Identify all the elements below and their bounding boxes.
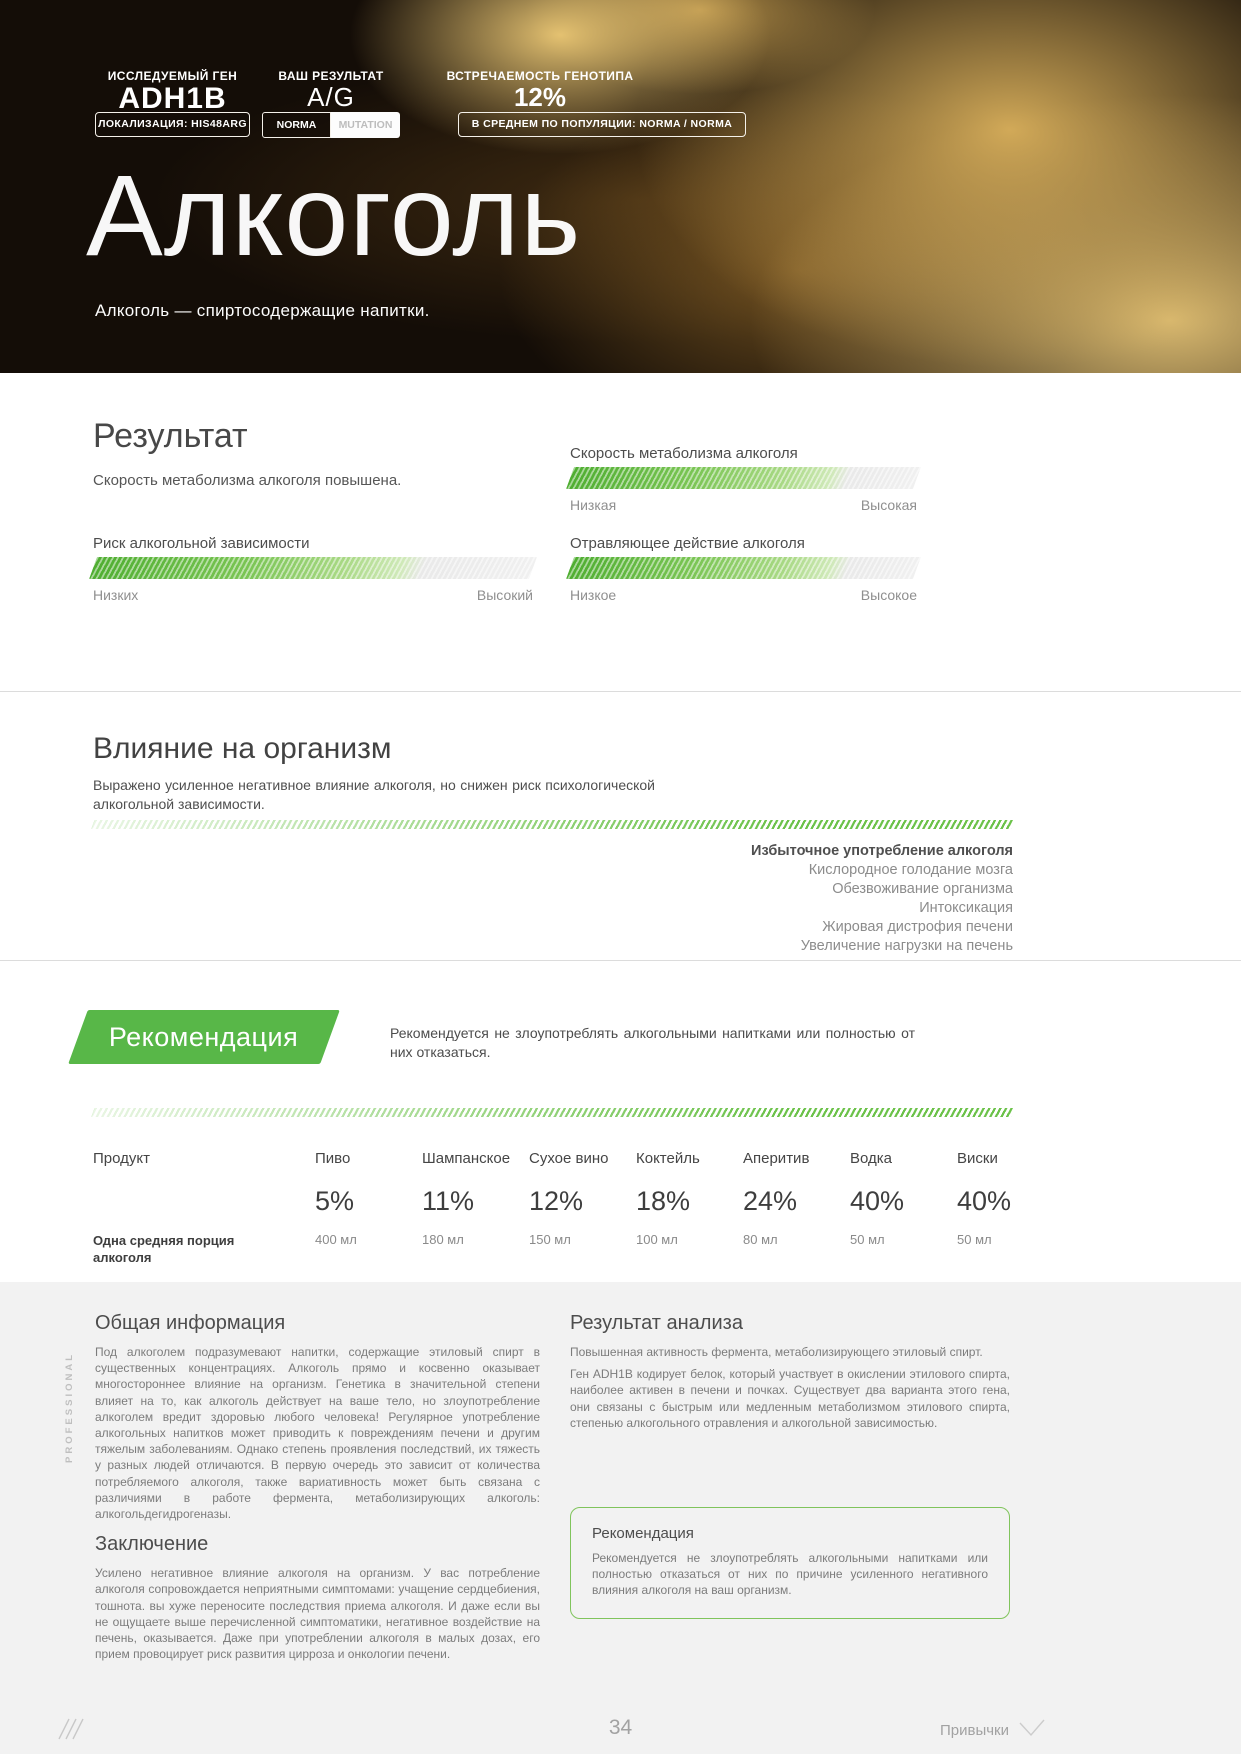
result-heading: Результат [93, 417, 248, 455]
product-volume: 50 мл [957, 1232, 992, 1247]
conclusion-block [95, 1533, 540, 1662]
section-label: Привычки [939, 1722, 1009, 1739]
product-percent: 12% [529, 1186, 584, 1216]
product-name: Виски [957, 1150, 998, 1167]
product-name: Коктейль [636, 1150, 700, 1167]
meter-low-label: Низких [93, 587, 139, 603]
page-number: 34 [608, 1716, 633, 1739]
meter-high-label: Высокая [860, 497, 917, 513]
meter-scale-labels [570, 497, 917, 513]
green-hatch-divider [91, 1108, 1014, 1117]
meter-bar-fill [89, 557, 537, 579]
row-header-cell [93, 1232, 315, 1266]
product-volume: 100 мл [636, 1232, 678, 1247]
general-info-text: Под алкоголем подразумевают напитки, содержащие этиловый спирт в существенных концентрациях. Алкоголь прямо и косвенно оказывает многостороннее влияние на организм. Генетика в значительной степени влияет на то, как алкоголь действует на ваше тело, но злоупотребление алкоголем вредит здоровью любого человека! Регулярное употребление алкогольных напитков может приводить к повреждениям печени и другим тяжелым заболеваниям. Однако степень проявления последствий, их тяжесть у разных людей отличаются. В первую очередь это зависит от количества потребляемого алкоголя, также вариативность может быть связана с различиями в работе фермента, метаболизирующих алкоголь: алкогольдегидрогеназы. [95, 1345, 540, 1522]
result-intro [93, 417, 533, 513]
conclusion-heading: Заключение [95, 1533, 209, 1556]
meter-bar [89, 557, 537, 579]
effect-item: Кислородное голодание мозга [808, 862, 1013, 878]
details-section [0, 1282, 1241, 1754]
product-percent: 40% [957, 1186, 1012, 1216]
effects-list [93, 842, 1013, 956]
footer-section [940, 1719, 1045, 1742]
meter-low-label: Низкая [570, 497, 617, 513]
result-summary: Скорость метаболизма алкоголя повышена. [93, 472, 402, 489]
recommendation-text: Рекомендуется не злоупотреблять алкогольными напитками или полностью от них отказаться. [390, 1025, 915, 1060]
product-percent: 5% [315, 1186, 355, 1216]
product-name: Шампанское [422, 1150, 511, 1167]
product-percent: 11% [422, 1186, 475, 1216]
table-header-row [93, 1150, 1241, 1186]
gene-info-column [95, 0, 250, 140]
table-volume-row [93, 1232, 1241, 1266]
meter-bar [566, 557, 921, 579]
gene-value: ADH1B [118, 82, 227, 115]
meter-label: Риск алкогольной зависимости [93, 535, 310, 552]
localization-badge: ЛОКАЛИЗАЦИЯ: HIS48ARG [95, 112, 250, 137]
meter-label: Скорость метаболизма алкоголя [570, 445, 798, 462]
page-subtitle: Алкоголь — спиртосодержащие напитки. [95, 301, 430, 320]
recommendation-banner [68, 1010, 340, 1064]
meter-scale-labels [93, 587, 533, 603]
effect-item: Увеличение нагрузки на печень [800, 938, 1013, 954]
table-percent-row [93, 1186, 1241, 1232]
portions-table [0, 1135, 1241, 1282]
general-info-heading: Общая информация [95, 1312, 286, 1334]
meter-addiction-risk [93, 535, 533, 603]
recommendation-box-text: Рекомендуется не злоупотреблять алкогольными напитками или полностью отказаться от них по причине усиленного негативного влияния алкоголя на ваш организм. [592, 1551, 988, 1598]
product-volume: 400 мл [315, 1232, 357, 1247]
effect-item: Избыточное употребление алкоголя [751, 843, 1013, 859]
analysis-paragraph-1: Повышенная активность фермента, метаболизирующего этиловый спирт. [570, 1345, 983, 1359]
recommendation-box-heading: Рекомендация [592, 1525, 694, 1543]
meter-bar-fill [566, 557, 921, 579]
influence-heading: Влияние на организм [93, 732, 392, 765]
frequency-value: 12% [513, 82, 567, 112]
effect-item: Интоксикация [919, 900, 1013, 916]
frequency-label: ВСТРЕЧАЕМОСТЬ ГЕНОТИПА [446, 69, 634, 83]
product-volume: 150 мл [529, 1232, 571, 1247]
meter-high-label: Высокое [860, 587, 917, 603]
product-volume: 50 мл [850, 1232, 885, 1247]
product-percent: 18% [636, 1186, 691, 1216]
recommendation-row [0, 1010, 1241, 1064]
analysis-heading: Результат анализа [570, 1312, 743, 1334]
product-volume: 80 мл [743, 1232, 778, 1247]
analysis-column [570, 1312, 1010, 1619]
meter-bar-fill [566, 467, 921, 489]
product-name: Сухое вино [529, 1150, 609, 1167]
meter-metabolism-speed [570, 417, 917, 513]
row-header-portion: Одна средняя порция алкоголя [93, 1233, 235, 1265]
meter-label: Отравляющее действие алкоголя [570, 535, 805, 552]
page-title: Алкоголь [86, 152, 582, 280]
product-volume: 180 мл [422, 1232, 464, 1247]
gene-label: ИССЛЕДУЕМЫЙ ГЕН [107, 69, 238, 83]
your-result-label: ВАШ РЕЗУЛЬТАТ [278, 69, 384, 83]
norma-mutation-toggle[interactable] [262, 112, 400, 138]
recommendation-box [570, 1507, 1010, 1619]
influence-section [0, 692, 1241, 961]
product-percent: 40% [850, 1186, 905, 1216]
influence-text: Выражено усиленное негативное влияние алкоголя, но снижен риск психологической алкогольной зависимости. [93, 777, 655, 812]
product-name: Пиво [315, 1150, 351, 1167]
frequency-info-column [395, 0, 685, 110]
result-grid [93, 417, 1241, 603]
conclusion-text: Усилено негативное влияние алкоголя на организм. У вас потребление алкоголя сопровождается неприятными симптомами: учащение сердцебиения, тошнота. вы хуже переносите последствия приема алкоголя. И даже если вы не ощущаете выше перечисленной симптоматики, негативное воздействие на печень, оказывается. Даже при употреблении алкоголя в малых дозах, его прием провоцирует риск развития цирроза и онкологии печени. [95, 1566, 540, 1662]
meter-low-label: Низкое [570, 587, 617, 603]
column-header-product: Продукт [93, 1150, 150, 1167]
meter-bar [566, 467, 921, 489]
footer-chevron-icon [1019, 1719, 1045, 1742]
spacer [93, 1186, 315, 1232]
meter-high-label: Высокий [476, 587, 533, 603]
page-footer [0, 1716, 1241, 1742]
meter-scale-labels [570, 587, 917, 603]
professional-watermark: PROFESSIONAL [64, 1352, 75, 1463]
population-badge: В СРЕДНЕМ ПО ПОПУЛЯЦИИ: NORMA / NORMA [458, 112, 746, 137]
effect-item: Жировая дистрофия печени [822, 919, 1013, 935]
recommendation-section [0, 961, 1241, 1135]
recommendation-banner-label: Рекомендация [109, 1021, 299, 1052]
product-name: Водка [850, 1150, 893, 1167]
analysis-paragraph-2: Ген ADH1B кодирует белок, который участвует в окислении этилового спирта, наиболее активен в печени и почках. Существует два варианта этого гена, они связаны с быстрым или медленным метаболизмом этилового спирта, степенью алкогольного отравления и алкогольной зависимостью. [570, 1367, 1010, 1430]
meter-toxic-effect [570, 535, 917, 603]
result-info-column [262, 0, 400, 140]
hero-header [0, 0, 1241, 373]
general-info-column [95, 1312, 540, 1662]
your-result-value: A/G [307, 82, 355, 112]
product-name: Аперитив [743, 1150, 810, 1167]
toggle-norma-option[interactable]: NORMA [262, 112, 331, 138]
effect-item: Обезвоживание организма [832, 881, 1013, 897]
toggle-mutation-option[interactable]: MUTATION [331, 112, 400, 138]
result-section [0, 373, 1241, 692]
green-hatch-divider [91, 820, 1014, 829]
product-percent: 24% [743, 1186, 798, 1216]
